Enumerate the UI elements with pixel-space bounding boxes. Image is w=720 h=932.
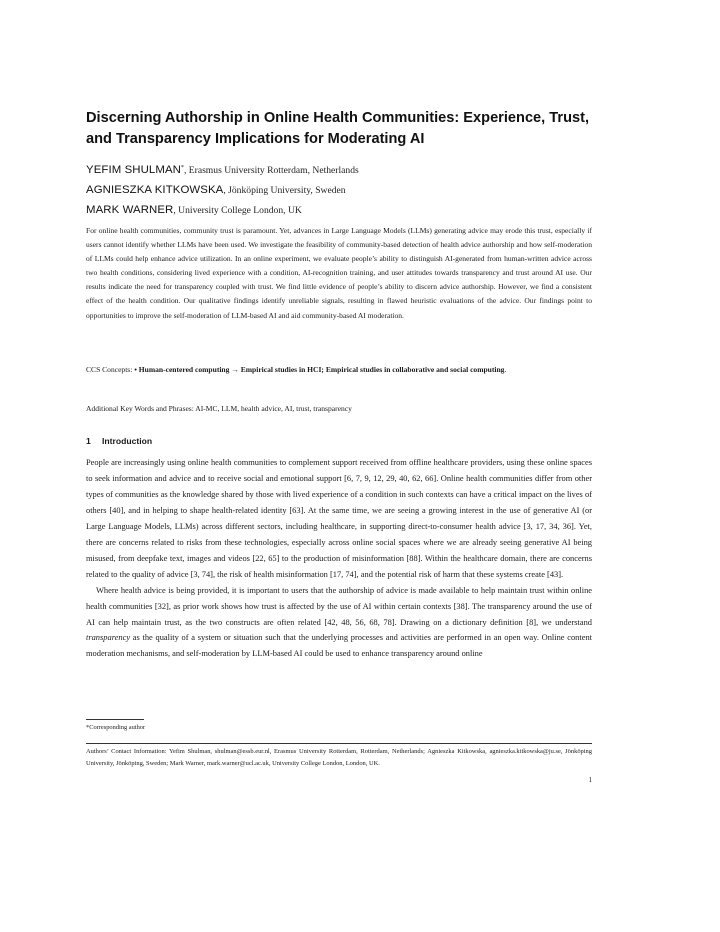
paper-title: Discerning Authorship in Online Health Communities: Experience, Trust, and Transparency Implications for Moderating AI (86, 110, 590, 147)
keywords: Additional Key Words and Phrases: AI-MC, LLM, health advice, AI, trust, transparency (86, 404, 352, 413)
page-number: 1 (588, 776, 592, 784)
abstract: For online health communities, community trust is paramount. Yet, advances in Large Language Models (LLMs) generating advice may erode this trust, especially if users cannot identify whether LLMs have been used. We investigate the feasibility of community-based detection of health advice authorship and how self-moderation of LLMs could help enhance advice utilization. In an online experiment, we evaluate people’s ability to distinguish AI-generated from human-written advice across two health conditions, considering lived experience with a condition, AI-recognition training, and user attitudes towards transparency and trust around AI use. Our results indicate the need for transparency coupled with trust. We find little evidence of people’s ability to discern advice authorship. However, we find a consistent effect of the health condition. Our qualitative findings identify unreliable signals, resulting in flawed heuristic evaluations of the advice. Our findings point to opportunities to improve the self-moderation of LLM-based AI and aid community-based AI moderation. (86, 226, 592, 320)
author-entry (86, 180, 606, 200)
footnote: *Corresponding author (86, 724, 146, 731)
ccs-concepts-text: Human-centered computing → Empirical studies in HCI; Empirical studies in collaborative and social computing (138, 365, 505, 374)
ccs-bullet: • (134, 365, 139, 374)
contact-rule (86, 743, 592, 744)
contact-information: Authors’ Contact Information: Yefim Shulman, shulman@essb.eur.nl, Erasmus University Rotterdam, Rotterdam, Netherlands; Agnieszka Kitkowska, agnieszka.kitkowska@ju.se, Jönköping University, Jönköping, Sweden; Mark Warner, mark.warner@ucl.ac.uk, University College London, London, UK. (86, 748, 592, 768)
author-list (86, 160, 606, 220)
author-affiliation: , University College London, UK (173, 205, 302, 216)
author-name: YEFIM SHULMAN (86, 164, 181, 176)
author-name: AGNIESZKA KITKOWSKA (86, 184, 224, 196)
section-heading (86, 434, 152, 448)
author-entry (86, 160, 606, 180)
body-paragraph (86, 583, 592, 663)
author-affiliation: , Jönköping University, Sweden (223, 185, 346, 196)
ccs-concepts (86, 363, 592, 377)
corresponding-marker: * (180, 165, 184, 171)
author-entry (86, 200, 606, 220)
introduction-body (86, 455, 592, 662)
author-affiliation: , Erasmus University Rotterdam, Netherlands (183, 165, 359, 176)
section-number: 1 (86, 436, 91, 446)
emphasized-term: transparency (86, 632, 131, 643)
ccs-end: . (504, 365, 507, 374)
body-paragraph: People are increasingly using online health communities to complement support received from offline healthcare providers, using these online spaces to seek information and advice and to receive social and emotional support [6, 7, 9, 12, 29, 40, 62, 66]. Online health communities differ from other types of communities as the knowledge shared by those with lived experience of a condition in such contexts can have a critical impact on the lives of others [40], and in helping to shape health-related identity [63]. At the same time, we are seeing a growing interest in the use of generative AI (or Large Language Models, LLMs) across different sectors, including healthcare, in supporting direct-to-consumer health advice [3, 17, 34, 36]. Yet, there are concerns related to risks from these technologies, especially across online social spaces where we are already seeing generative AI being misused, from deepfake text, images and videos [22, 65] to the production of misinformation [88]. Within the healthcare domain, there are concerns related to the quality of advice [3, 74], the risk of health misinformation [17, 74], and the potential risk of harm that these systems create [43]. (86, 457, 592, 579)
paragraph-text: as the quality of a system or situation such that the underlying processes and activities are performed in an open way. Online content moderation mechanisms, and self-moderation by LLM-based AI could be used to enhance transparency around online (86, 632, 592, 659)
paragraph-text: Where health advice is being provided, it is important to users that the authorship of advice is made available to help maintain trust within online health communities [32], as prior work shows how trust is affected by the use of AI within certain contexts [38]. The transparency around the use of AI can help maintain trust, as the two constructs are often related [42, 48, 56, 68, 78]. Drawing on a dictionary definition [8], we understand (86, 584, 592, 627)
footnote-rule (86, 719, 144, 720)
ccs-label: CCS Concepts: (86, 365, 135, 374)
author-name: MARK WARNER (86, 204, 174, 216)
section-title: Introduction (102, 436, 153, 446)
